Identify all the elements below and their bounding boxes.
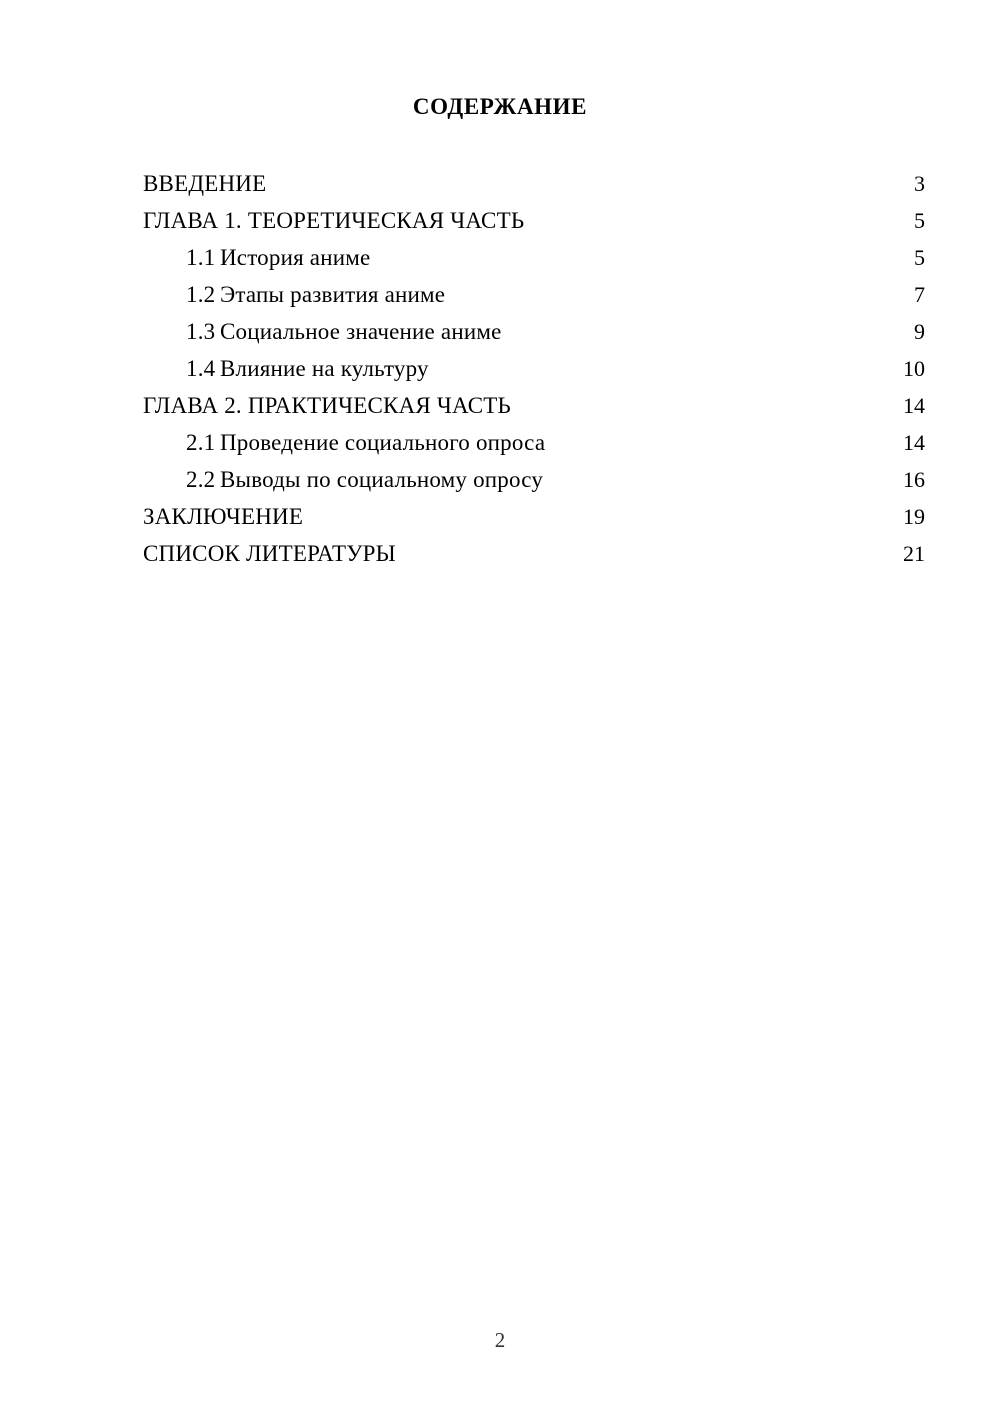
toc-entry-text: Социальное значение аниме (220, 319, 502, 344)
toc-entry-text: Выводы по социальному опросу (220, 467, 544, 492)
toc-entry-page: 16 (903, 467, 925, 492)
toc-entry-label (143, 313, 502, 350)
toc-entry-page: 14 (903, 430, 925, 455)
toc-entry[interactable] (143, 165, 925, 202)
toc-entry-number: 1.1 (186, 245, 216, 270)
toc-entry-label (143, 535, 396, 572)
toc-entry-label (143, 202, 524, 239)
toc-entry-text: ЗАКЛЮЧЕНИЕ (143, 504, 304, 529)
toc-entry-label (143, 276, 445, 313)
toc-entry-text: СПИСОК ЛИТЕРАТУРЫ (143, 541, 396, 566)
toc-entry-page: 5 (914, 245, 925, 270)
toc-entry-page: 14 (903, 393, 925, 418)
toc-entry-label (143, 350, 429, 387)
toc-entry-page: 10 (903, 356, 925, 381)
toc-entry[interactable] (143, 239, 925, 276)
toc-entry-number: 1.3 (186, 319, 216, 344)
toc-entry-number: 1.4 (186, 356, 216, 381)
toc-entry[interactable] (143, 387, 925, 424)
toc-entry-text: Влияние на культуру (220, 356, 429, 381)
toc-entry-number: 1.2 (186, 282, 216, 307)
toc-entry-number: 2.1 (186, 430, 216, 455)
toc-entry-label (143, 498, 303, 535)
toc-entry-page: 3 (914, 171, 925, 196)
toc-entry[interactable] (143, 350, 925, 387)
toc-entry-page: 19 (903, 504, 925, 529)
page-folio: 2 (494, 1328, 506, 1352)
toc-entry-page: 5 (914, 208, 925, 233)
toc-entry-text: ВВЕДЕНИЕ (143, 171, 267, 196)
toc-entry[interactable] (143, 424, 925, 461)
toc-entry-page: 7 (914, 282, 925, 307)
toc-entry-label (143, 165, 266, 202)
toc-entry[interactable] (143, 498, 925, 535)
toc-entry-page: 9 (914, 319, 925, 344)
toc-entry-label (143, 387, 511, 424)
toc-entry-text: Проведение социального опроса (220, 430, 546, 455)
toc-entry-label (143, 239, 370, 276)
toc-entry[interactable] (143, 276, 925, 313)
toc-entry-text: Этапы развития аниме (220, 282, 446, 307)
toc-entry-number: 2.2 (186, 467, 216, 492)
toc-entry[interactable] (143, 535, 925, 572)
toc-entry-label (143, 461, 543, 498)
page-title: СОДЕРЖАНИЕ (412, 94, 588, 119)
toc-entry[interactable] (143, 461, 925, 498)
toc-entry[interactable] (143, 313, 925, 350)
toc-entry[interactable] (143, 202, 925, 239)
table-of-contents (143, 165, 925, 572)
toc-entry-text: История аниме (220, 245, 371, 270)
toc-entry-text: ГЛАВА 2. ПРАКТИЧЕСКАЯ ЧАСТЬ (143, 393, 511, 418)
toc-entry-page: 21 (903, 541, 925, 566)
toc-entry-text: ГЛАВА 1. ТЕОРЕТИЧЕСКАЯ ЧАСТЬ (143, 208, 525, 233)
toc-entry-label (143, 424, 545, 461)
